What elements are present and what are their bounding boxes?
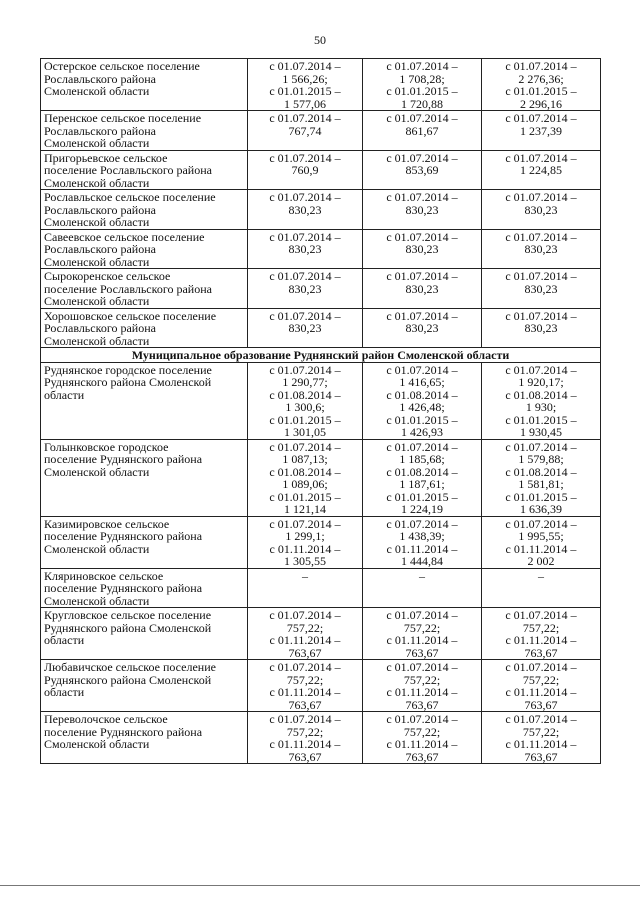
tariff-value-col2 <box>363 608 482 660</box>
cell-line: 757,22; <box>522 724 560 739</box>
cell-line: Перенское сельское поселение <box>44 111 202 125</box>
tariff-value-col3 <box>482 712 601 764</box>
cell-line: поселение Рославльского района <box>44 163 212 177</box>
cell-line: 1 224,19 <box>401 502 443 516</box>
tariff-value-col1 <box>248 608 363 660</box>
cell-line: с 01.07.2014 – <box>269 111 341 125</box>
cell-line: Смоленской области <box>44 464 150 479</box>
cell-line: Руднянское городское поселение <box>44 362 212 377</box>
cell-line: 763,67 <box>288 645 322 660</box>
cell-line: с 01.11.2014 – <box>505 541 577 556</box>
cell-line: 2 296,16 <box>520 96 562 111</box>
cell-line: Рославльское сельское поселение <box>44 190 216 204</box>
cell-line: Смоленской области <box>44 136 150 150</box>
cell-line: Любавичское сельское поселение <box>44 660 216 674</box>
cell-line: 830,23 <box>288 281 322 296</box>
cell-line: с 01.07.2014 – <box>269 150 341 165</box>
cell-line: 757,22; <box>522 620 560 635</box>
cell-line: 830,23 <box>524 321 558 335</box>
tariff-value-col3 <box>482 190 601 230</box>
cell-line: 757,22; <box>286 724 324 739</box>
cell-line: 1 121,14 <box>284 502 326 516</box>
cell-line: 830,23 <box>288 242 322 256</box>
cell-line: с 01.11.2014 – <box>505 633 577 647</box>
cell-line: 1 300,6; <box>285 400 325 414</box>
cell-line: 830,23 <box>288 202 322 217</box>
table-row <box>41 59 601 111</box>
cell-line: с 01.07.2014 – <box>505 308 577 323</box>
cell-line: с 01.07.2014 – <box>386 712 458 726</box>
tariff-value-col2 <box>363 111 482 151</box>
section-row <box>41 348 601 363</box>
cell-line: поселение Руднянского района <box>44 452 203 466</box>
cell-line: Пригорьевское сельское <box>44 150 168 165</box>
settlement-name <box>41 568 248 608</box>
table-row <box>41 150 601 190</box>
cell-line: 763,67 <box>405 697 439 712</box>
cell-line: 763,67 <box>288 697 322 712</box>
tariff-value-col2 <box>363 568 482 608</box>
cell-line: 1 237,39 <box>520 123 562 138</box>
cell-line: с 01.07.2014 – <box>269 712 341 726</box>
table-row <box>41 190 601 230</box>
tariff-value-col1 <box>248 150 363 190</box>
cell-line: с 01.07.2014 – <box>505 439 577 454</box>
cell-line: с 01.11.2014 – <box>386 737 458 751</box>
tariff-value-col3 <box>482 660 601 712</box>
cell-line: с 01.07.2014 – <box>269 59 341 73</box>
table-row <box>41 308 601 348</box>
cell-line: 1 581,81; <box>518 477 564 491</box>
cell-line: Смоленской области <box>44 737 150 751</box>
cell-line: с 01.07.2014 – <box>386 150 458 165</box>
cell-line: Рославльского района <box>44 123 156 138</box>
table-section <box>41 348 601 363</box>
cell-line: 1 187,61; <box>399 477 445 491</box>
cell-line: – <box>419 568 425 583</box>
cell-line: 1 416,65; <box>399 375 445 389</box>
cell-line: с 01.11.2014 – <box>269 685 341 699</box>
table-row <box>41 712 601 764</box>
tariff-value-col1 <box>248 308 363 348</box>
tariff-value-col2 <box>363 229 482 269</box>
tariff-value-col1 <box>248 229 363 269</box>
tariff-value-col3 <box>482 439 601 516</box>
cell-line: 757,22; <box>403 620 441 635</box>
cell-line: с 01.07.2014 – <box>269 660 341 674</box>
cell-line: 1 426,93 <box>401 425 443 439</box>
cell-line: Рославльского района <box>44 71 156 86</box>
cell-line: с 01.07.2014 – <box>505 190 577 204</box>
settlement-name <box>41 660 248 712</box>
tariff-value-col2 <box>363 362 482 439</box>
table-row <box>41 269 601 309</box>
tariff-value-col3 <box>482 269 601 309</box>
cell-line: Переволочское сельское <box>44 712 168 726</box>
cell-line: 757,22; <box>286 620 324 635</box>
cell-line: области <box>44 387 85 402</box>
cell-line: с 01.01.2015 – <box>269 412 341 427</box>
table-row <box>41 660 601 712</box>
cell-line: Казимировское сельское <box>44 516 170 531</box>
cell-line: 767,74 <box>288 123 322 138</box>
cell-line: 853,69 <box>405 163 439 177</box>
cell-line: поселение Руднянского района <box>44 529 203 543</box>
cell-line: поселение Рославльского района <box>44 281 212 296</box>
cell-line: 1 566,26; <box>282 71 328 86</box>
cell-line: с 01.07.2014 – <box>505 111 577 125</box>
cell-line: поселение Руднянского района <box>44 581 203 595</box>
cell-line: с 01.01.2015 – <box>505 412 577 427</box>
tariff-value-col1 <box>248 516 363 568</box>
settlement-name <box>41 362 248 439</box>
cell-line: Рославльского района <box>44 242 156 256</box>
settlement-name <box>41 608 248 660</box>
tariff-value-col3 <box>482 150 601 190</box>
settlement-name <box>41 229 248 269</box>
cell-line: Смоленской области <box>44 593 150 608</box>
cell-line: с 01.07.2014 – <box>386 308 458 323</box>
cell-line: Кляриновское сельское <box>44 568 164 583</box>
tariff-value-col3 <box>482 568 601 608</box>
cell-line: Руднянского района Смоленской <box>44 672 212 687</box>
settlement-name <box>41 308 248 348</box>
tariff-value-col2 <box>363 660 482 712</box>
cell-line: 1 305,55 <box>284 554 326 568</box>
cell-line: с 01.07.2014 – <box>269 308 341 323</box>
cell-line: с 01.07.2014 – <box>386 111 458 125</box>
cell-line: 830,23 <box>524 242 558 256</box>
cell-line: с 01.07.2014 – <box>269 229 341 244</box>
cell-line: 763,67 <box>405 749 439 764</box>
table-row <box>41 608 601 660</box>
cell-line: с 01.08.2014 – <box>505 464 577 479</box>
tariff-value-col3 <box>482 111 601 151</box>
tariff-value-col3 <box>482 608 601 660</box>
settlement-name <box>41 59 248 111</box>
cell-line: 1 577,06 <box>284 96 326 111</box>
cell-line: 1 708,28; <box>399 71 445 86</box>
cell-line: 763,67 <box>524 645 558 660</box>
table-row <box>41 362 601 439</box>
cell-line: с 01.07.2014 – <box>269 269 341 283</box>
cell-line: 763,67 <box>524 749 558 764</box>
cell-line: – <box>538 568 544 583</box>
table-body-rudnya <box>41 362 601 764</box>
cell-line: 1 930,45 <box>520 425 562 439</box>
tariff-value-col2 <box>363 59 482 111</box>
cell-line: Голынковское городское <box>44 439 169 454</box>
cell-line: области <box>44 633 85 647</box>
tariff-value-col3 <box>482 59 601 111</box>
cell-line: 1 426,48; <box>399 400 445 414</box>
cell-line: с 01.07.2014 – <box>386 269 458 283</box>
cell-line: 1 185,68; <box>399 452 445 466</box>
cell-line: с 01.07.2014 – <box>386 190 458 204</box>
cell-line: 1 087,13; <box>282 452 328 466</box>
settlement-name <box>41 190 248 230</box>
cell-line: 1 444,84 <box>401 554 443 568</box>
cell-line: Смоленской области <box>44 215 150 229</box>
tariff-value-col1 <box>248 190 363 230</box>
cell-line: с 01.07.2014 – <box>386 229 458 244</box>
settlement-name <box>41 150 248 190</box>
cell-line: 1 636,39 <box>520 502 562 516</box>
tariff-value-col3 <box>482 516 601 568</box>
tariff-value-col1 <box>248 59 363 111</box>
cell-line: с 01.11.2014 – <box>505 737 577 751</box>
cell-line: Смоленской области <box>44 254 150 269</box>
cell-line: Руднянского района Смоленской <box>44 375 212 389</box>
cell-line: Руднянского района Смоленской <box>44 620 212 635</box>
settlement-name <box>41 712 248 764</box>
cell-line: с 01.11.2014 – <box>269 633 341 647</box>
cell-line: с 01.07.2014 – <box>386 660 458 674</box>
cell-line: 757,22; <box>403 672 441 687</box>
cell-line: с 01.07.2014 – <box>269 439 341 454</box>
cell-line: 861,67 <box>405 123 439 138</box>
tariff-value-col1 <box>248 660 363 712</box>
cell-line: 763,67 <box>288 749 322 764</box>
cell-line: с 01.08.2014 – <box>269 387 341 402</box>
cell-line: с 01.07.2014 – <box>386 439 458 454</box>
settlement-name <box>41 111 248 151</box>
cell-line: 1 089,06; <box>282 477 328 491</box>
cell-line: Смоленской области <box>44 84 150 98</box>
cell-line: с 01.11.2014 – <box>505 685 577 699</box>
cell-line: Смоленской области <box>44 294 150 308</box>
cell-line: 763,67 <box>405 645 439 660</box>
cell-line: 830,23 <box>405 321 439 335</box>
section-title: Муниципальное образование Руднянский район Смоленской области <box>41 348 601 363</box>
cell-line: 757,22; <box>522 672 560 687</box>
cell-line: 1 920,17; <box>518 375 564 389</box>
tariff-value-col2 <box>363 308 482 348</box>
cell-line: с 01.11.2014 – <box>386 685 458 699</box>
cell-line: 1 290,77; <box>282 375 328 389</box>
cell-line: с 01.01.2015 – <box>505 84 577 98</box>
cell-line: 830,23 <box>288 321 322 335</box>
cell-line: 2 276,36; <box>518 71 564 86</box>
cell-line: Смоленской области <box>44 333 150 348</box>
cell-line: с 01.07.2014 – <box>505 660 577 674</box>
tariff-value-col1 <box>248 439 363 516</box>
cell-line: Смоленской области <box>44 175 150 190</box>
cell-line: с 01.07.2014 – <box>386 608 458 622</box>
tariff-value-col2 <box>363 439 482 516</box>
tariff-value-col1 <box>248 712 363 764</box>
cell-line: Рославльского района <box>44 202 156 217</box>
tariff-table <box>40 58 601 764</box>
cell-line: Остерское сельское поселение <box>44 59 200 73</box>
cell-line: Кругловское сельское поселение <box>44 608 212 622</box>
cell-line: с 01.07.2014 – <box>505 269 577 283</box>
cell-line: с 01.01.2015 – <box>269 489 341 504</box>
cell-line: 2 002 <box>527 554 555 568</box>
cell-line: 1 995,55; <box>518 529 564 543</box>
cell-line: с 01.07.2014 – <box>269 362 341 377</box>
settlement-name <box>41 269 248 309</box>
cell-line: с 01.07.2014 – <box>505 516 577 531</box>
cell-line: 760,9 <box>291 163 319 177</box>
cell-line: 757,22; <box>286 672 324 687</box>
table-row <box>41 229 601 269</box>
cell-line: Сырокоренское сельское <box>44 269 171 283</box>
cell-line: 757,22; <box>403 724 441 739</box>
cell-line: 1 438,39; <box>399 529 445 543</box>
cell-line: 830,23 <box>405 242 439 256</box>
cell-line: с 01.08.2014 – <box>505 387 577 402</box>
tariff-value-col2 <box>363 150 482 190</box>
cell-line: с 01.11.2014 – <box>269 737 341 751</box>
cell-line: с 01.11.2014 – <box>269 541 341 556</box>
tariff-value-col3 <box>482 308 601 348</box>
cell-line: с 01.01.2015 – <box>386 84 458 98</box>
cell-line: с 01.08.2014 – <box>386 387 458 402</box>
tariff-value-col3 <box>482 229 601 269</box>
tariff-value-col1 <box>248 111 363 151</box>
cell-line: 1 301,05 <box>284 425 326 439</box>
cell-line: с 01.01.2015 – <box>386 489 458 504</box>
cell-line: Смоленской области <box>44 541 150 556</box>
cell-line: 1 224,85 <box>520 163 562 177</box>
cell-line: Хорошовское сельское поселение <box>44 308 217 323</box>
cell-line: 830,23 <box>524 202 558 217</box>
tariff-value-col1 <box>248 568 363 608</box>
cell-line: 830,23 <box>524 281 558 296</box>
cell-line: Савеевское сельское поселение <box>44 229 205 244</box>
cell-line: с 01.01.2015 – <box>505 489 577 504</box>
cell-line: с 01.07.2014 – <box>386 59 458 73</box>
cell-line: 830,23 <box>405 281 439 296</box>
cell-line: с 01.07.2014 – <box>505 59 577 73</box>
cell-line: с 01.07.2014 – <box>505 229 577 244</box>
cell-line: поселение Руднянского района <box>44 724 203 739</box>
cell-line: Рославльского района <box>44 321 156 335</box>
tariff-value-col2 <box>363 269 482 309</box>
tariff-value-col2 <box>363 516 482 568</box>
cell-line: с 01.07.2014 – <box>505 362 577 377</box>
cell-line: с 01.07.2014 – <box>269 608 341 622</box>
cell-line: с 01.07.2014 – <box>505 150 577 165</box>
cell-line: 830,23 <box>405 202 439 217</box>
cell-line: с 01.08.2014 – <box>269 464 341 479</box>
table-row <box>41 439 601 516</box>
cell-line: с 01.07.2014 – <box>505 608 577 622</box>
table-row <box>41 568 601 608</box>
table-row <box>41 516 601 568</box>
settlement-name <box>41 516 248 568</box>
page-bottom-rule <box>0 885 640 886</box>
cell-line: области <box>44 685 85 699</box>
cell-line: с 01.07.2014 – <box>386 516 458 531</box>
cell-line: 1 299,1; <box>285 529 325 543</box>
cell-line: с 01.11.2014 – <box>386 633 458 647</box>
cell-line: – <box>302 568 308 583</box>
cell-line: 763,67 <box>524 697 558 712</box>
table-row <box>41 111 601 151</box>
cell-line: с 01.07.2014 – <box>505 712 577 726</box>
table-body-rosl <box>41 59 601 348</box>
cell-line: с 01.01.2015 – <box>386 412 458 427</box>
cell-line: с 01.07.2014 – <box>269 190 341 204</box>
tariff-value-col1 <box>248 269 363 309</box>
cell-line: 1 930; <box>525 400 557 414</box>
tariff-value-col3 <box>482 362 601 439</box>
tariff-value-col1 <box>248 362 363 439</box>
tariff-value-col2 <box>363 190 482 230</box>
page-number: 50 <box>314 33 326 47</box>
cell-line: с 01.01.2015 – <box>269 84 341 98</box>
cell-line: 1 720,88 <box>401 96 443 111</box>
cell-line: с 01.07.2014 – <box>269 516 341 531</box>
cell-line: с 01.08.2014 – <box>386 464 458 479</box>
cell-line: с 01.11.2014 – <box>386 541 458 556</box>
cell-line: 1 579,88; <box>518 452 564 466</box>
tariff-value-col2 <box>363 712 482 764</box>
cell-line: с 01.07.2014 – <box>386 362 458 377</box>
settlement-name <box>41 439 248 516</box>
